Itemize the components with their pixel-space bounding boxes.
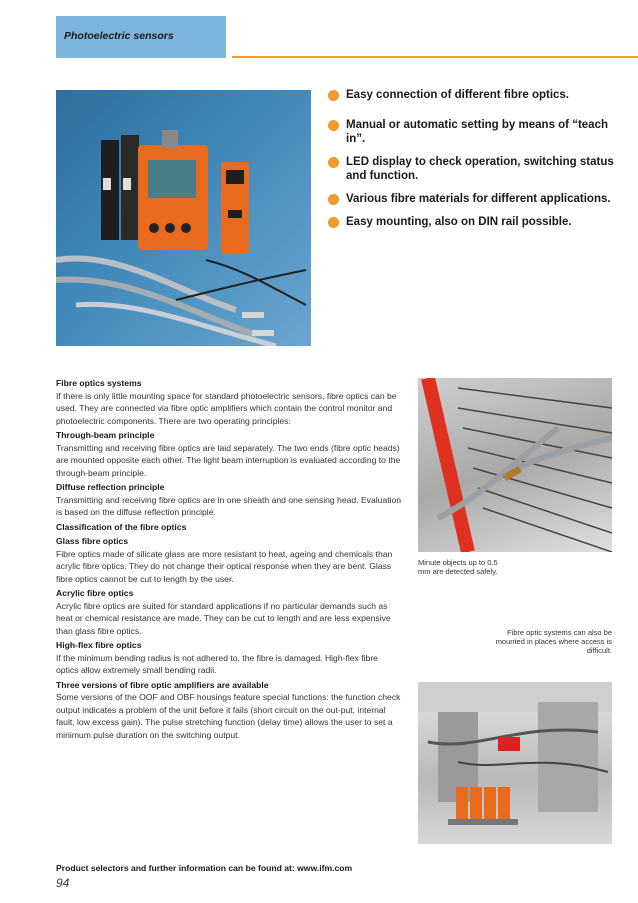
feature-text: Manual or automatic setting by means of “teach in”. [346, 119, 608, 145]
section-header [56, 16, 226, 58]
product-photo [56, 90, 311, 346]
paragraph: If the minimum bending radius is not adhered to, the fibre is damaged. High-flex fibre optics allow extremely small bending radii. [56, 652, 378, 675]
feature-item [326, 215, 626, 229]
heading-fibre-optics-systems: Fibre optics systems [56, 378, 142, 388]
feature-item [326, 155, 626, 183]
feature-text: Easy connection of different fibre optics. [346, 89, 570, 101]
heading-classification: Classification of the fibre optics [56, 521, 187, 532]
body-text [56, 375, 402, 743]
footer-note: Product selectors and further information can be found at: www.ifm.com [56, 863, 353, 873]
heading-through-beam: Through-beam principle [56, 430, 155, 440]
paragraph: Transmitting and receiving fibre optics are laid separately. The two ends (fibre optic heads) are mounted opposite each other. The light beam interruption is evaluated according to the through-beam principle. [56, 442, 401, 478]
machine-installation-photo [418, 682, 612, 844]
feature-item [326, 192, 626, 206]
paragraph: Fibre optics made of silicate glass are more resistant to heat, ageing and chemicals than acrylic fibre optics. They do not change their optical response when they are bent. Glass fibre optics cannot be cut to length by the user. [56, 548, 393, 584]
paragraph: Some versions of the OOF and OBF housings feature special functions: the function check output indicates a problem of the unit before it fails (short circuit on the out-put, internal fault, low excess gain). The pulse stretching function (delay time) allows the user to set a minimum pulse duration on the switching output. [56, 692, 401, 740]
heading-glass-fibre: Glass fibre optics [56, 536, 129, 546]
bullet-dot-icon [328, 157, 339, 168]
heading-amplifier-versions: Three versions of fibre optic amplifiers are available [56, 679, 269, 690]
feature-item [326, 118, 626, 146]
feature-item [326, 88, 626, 102]
bullet-dot-icon [328, 90, 339, 101]
heading-diffuse-reflection: Diffuse reflection principle [56, 482, 165, 492]
feature-list [326, 88, 626, 238]
paragraph: Acrylic fibre optics are suited for standard applications if no particular demands such as heat or chemical resistance are made. They can be cut to length and are less expensive than glass fibre optics. [56, 600, 391, 636]
bullet-dot-icon [328, 217, 339, 228]
header-rule [232, 56, 638, 58]
paragraph: If there is only little mounting space for standard photoelectric sensors, fibre optics can be used. They are connected via fibre optic amplifiers which contain the control monitor and photoelectric components. There are two operating principles: [56, 390, 397, 426]
section-title: Photoelectric sensors [64, 30, 174, 42]
feature-text: Easy mounting, also on DIN rail possible. [346, 216, 572, 228]
photo-caption: Fibre optic systems can also be mounted in places where access is difficult. [495, 628, 612, 655]
fibre-optic-closeup-photo [418, 378, 612, 552]
page-number: 94 [56, 876, 70, 890]
heading-acrylic-fibre: Acrylic fibre optics [56, 588, 134, 598]
photo-caption: Minute objects up to 0.5 mm are detected safely. [418, 558, 498, 576]
heading-high-flex: High-flex fibre optics [56, 640, 142, 650]
bullet-dot-icon [328, 194, 339, 205]
feature-text: LED display to check operation, switching status and function. [346, 156, 614, 182]
feature-text: Various fibre materials for different applications. [346, 193, 611, 205]
bullet-dot-icon [328, 120, 339, 131]
paragraph: Transmitting and receiving fibre optics are in one sheath and one sensing head. Evaluation is based on the diffuse reflection principle. [56, 494, 402, 517]
